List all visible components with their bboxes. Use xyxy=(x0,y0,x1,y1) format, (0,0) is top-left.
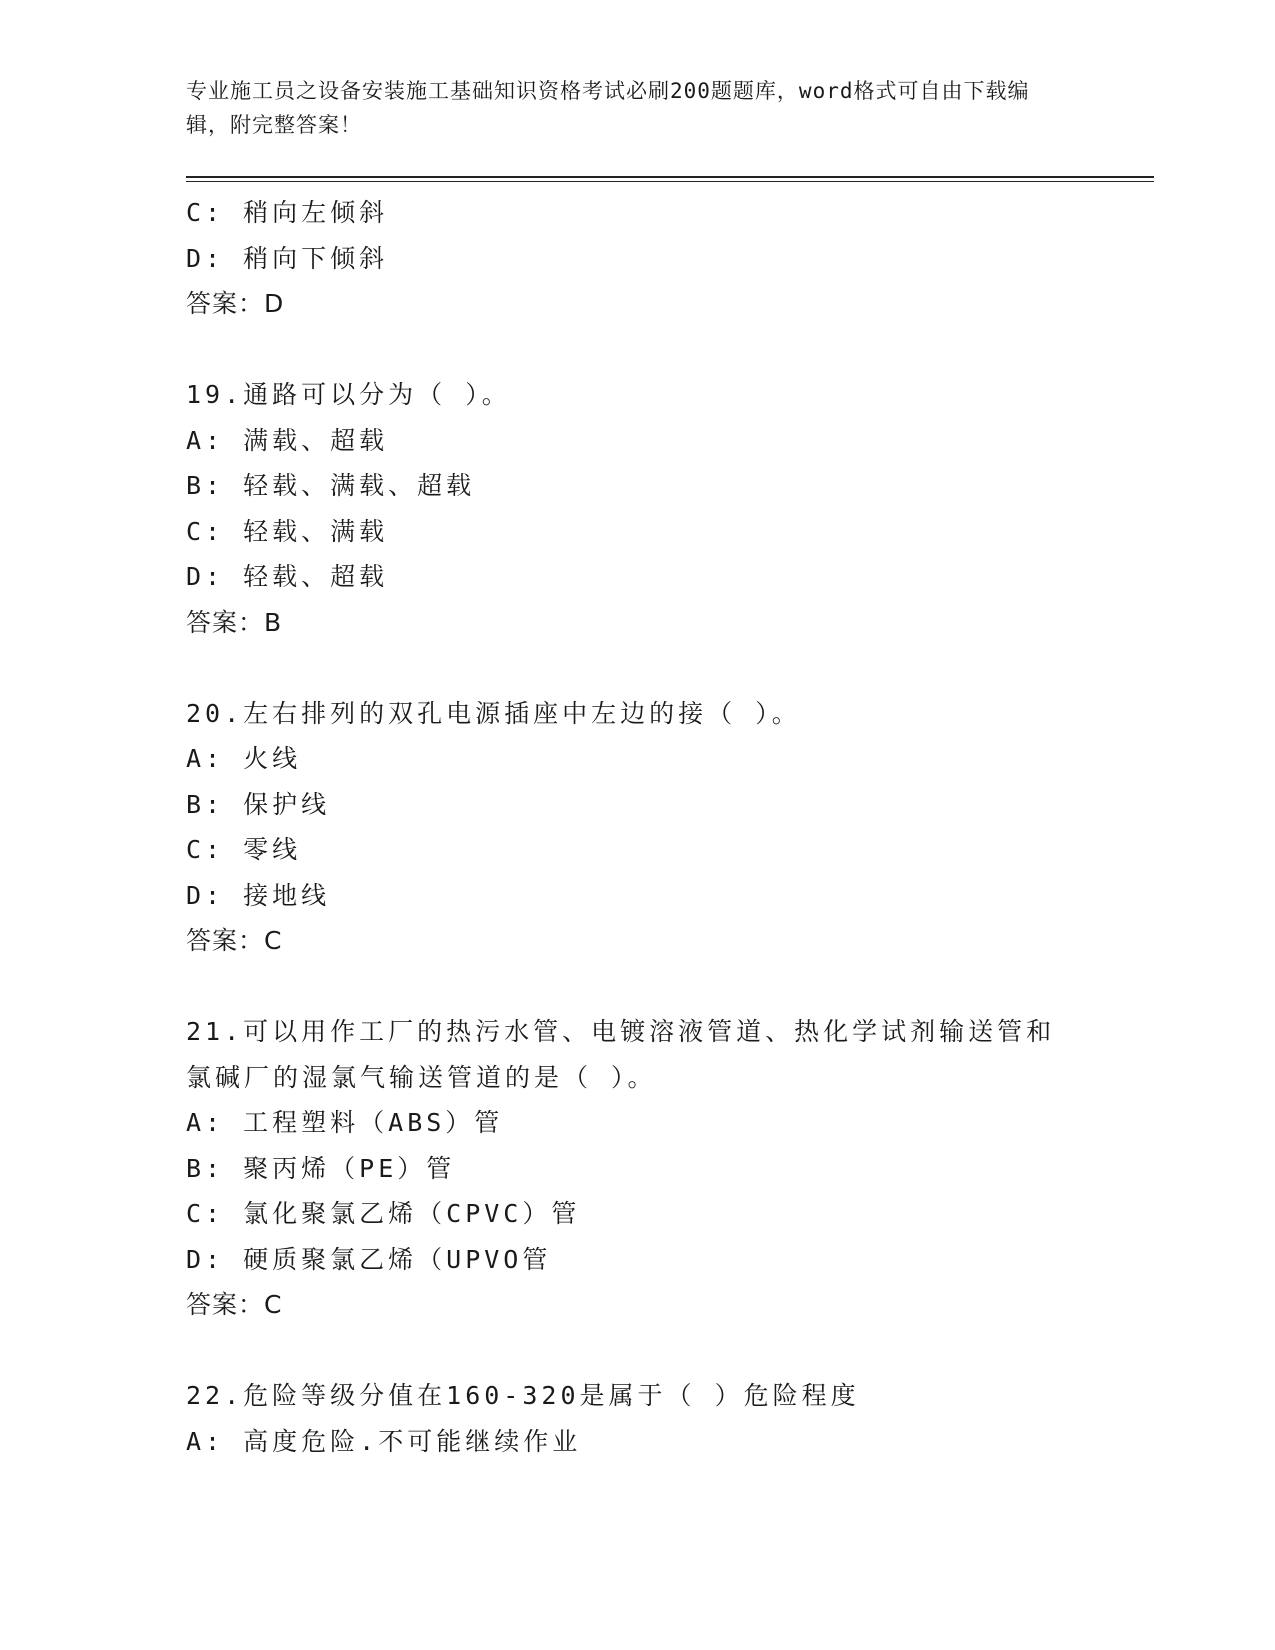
question-22 xyxy=(186,1373,1086,1464)
option-c: C: 轻载、满载 xyxy=(186,516,389,546)
option-d: D: 硬质聚氯乙烯（UPVO管 xyxy=(186,1244,552,1274)
option-c: C: 稍向左倾斜 xyxy=(186,198,389,227)
option-c: C: 零线 xyxy=(186,835,302,864)
question-18-tail xyxy=(186,190,1086,327)
option-a: A: 火线 xyxy=(186,744,302,773)
header-divider-thin xyxy=(186,181,1154,182)
option-b: B: 聚丙烯（PE）管 xyxy=(186,1153,456,1183)
document-header xyxy=(186,74,1066,142)
option-a: A: 高度危险.不可能继续作业 xyxy=(186,1426,582,1456)
option-a: A: 工程塑料（ABS）管 xyxy=(186,1108,504,1137)
answer: 答案：C xyxy=(186,926,283,955)
question-title: 22.危险等级分值在160-320是属于（ ）危险程度 xyxy=(186,1381,860,1410)
question-list xyxy=(186,190,1086,1464)
question-title: 19.通路可以分为（ ）。 xyxy=(186,380,511,409)
answer: 答案：D xyxy=(186,289,285,318)
option-b: B: 保护线 xyxy=(186,789,331,819)
option-d: D: 轻载、超载 xyxy=(186,562,389,591)
question-title: 21.可以用作工厂的热污水管、电镀溶液管道、热化学试剂输送管和氯碱厂的湿氯气输送管道的是（ ）。 xyxy=(186,1017,1056,1092)
option-d: D: 接地线 xyxy=(186,880,331,910)
answer: 答案：C xyxy=(186,1290,283,1319)
document-title: 专业施工员之设备安装施工基础知识资格考试必刷200题题库，word格式可自由下载编辑，附完整答案！ xyxy=(186,79,1030,137)
question-21 xyxy=(186,1009,1086,1328)
question-20 xyxy=(186,691,1086,964)
question-19 xyxy=(186,372,1086,645)
option-b: B: 轻载、满载、超载 xyxy=(186,471,476,500)
question-title: 20.左右排列的双孔电源插座中左边的接（ ）。 xyxy=(186,698,801,728)
answer: 答案：B xyxy=(186,607,283,637)
option-a: A: 满载、超载 xyxy=(186,425,389,455)
option-d: D: 稍向下倾斜 xyxy=(186,243,389,273)
header-divider xyxy=(186,176,1154,178)
option-c: C: 氯化聚氯乙烯（CPVC）管 xyxy=(186,1199,581,1228)
